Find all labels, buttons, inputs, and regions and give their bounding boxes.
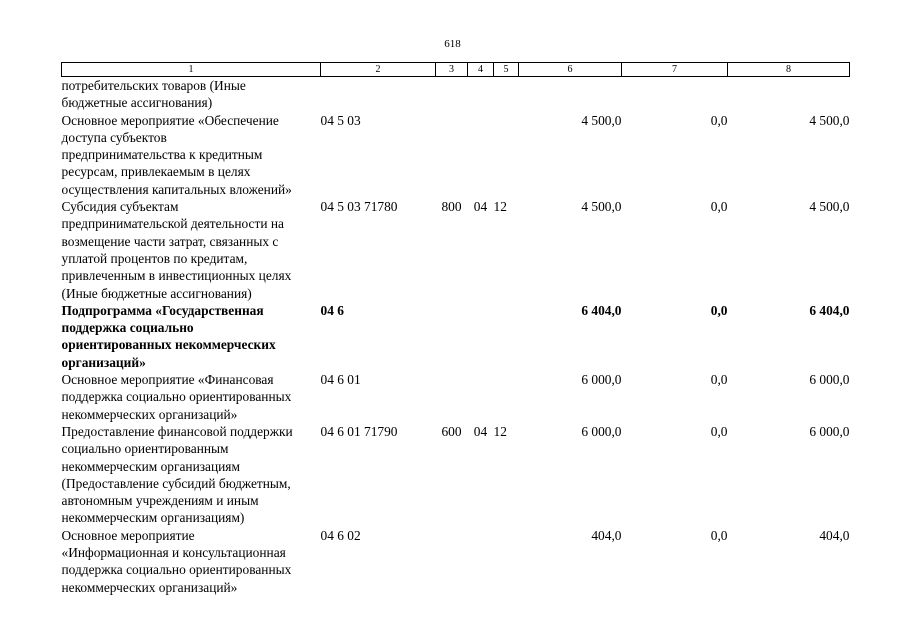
row-col-8: 6 000,0 <box>809 423 850 439</box>
row-col-4 <box>468 112 494 198</box>
row-name <box>62 112 321 198</box>
row-col-6: 6 404,0 <box>581 302 622 318</box>
row-col-8 <box>728 77 850 112</box>
row-name-line: (Предоставление субсидий бюджетным, <box>61 475 291 491</box>
row-name <box>62 77 321 112</box>
row-name <box>62 527 321 596</box>
table-row <box>62 112 850 198</box>
row-col-7: 0,0 <box>710 199 728 215</box>
table-row <box>62 77 850 112</box>
row-name-line: (Иные бюджетные ассигнования) <box>61 285 252 301</box>
row-col-3 <box>436 527 468 596</box>
table-row <box>62 198 850 302</box>
table-row <box>62 302 850 371</box>
row-name-line: потребительских товаров (Иные <box>61 78 246 93</box>
table-row <box>62 527 850 596</box>
row-col-4 <box>468 527 494 596</box>
row-name-line: некоммерческим организациям) <box>61 510 245 526</box>
row-col-7: 0,0 <box>710 112 728 128</box>
row-name-line: доступа субъектов <box>61 129 167 145</box>
row-col-4 <box>468 77 494 112</box>
row-code <box>321 77 436 112</box>
row-col-3 <box>436 371 468 423</box>
row-name-line: возмещение части затрат, связанных с <box>61 233 279 249</box>
row-col-5 <box>494 112 519 198</box>
row-col-4: 04 <box>473 199 488 215</box>
row-col-8: 4 500,0 <box>809 199 850 215</box>
row-name-line: некоммерческих организаций» <box>61 579 238 595</box>
row-name-line: Основное мероприятие «Финансовая <box>61 372 274 388</box>
row-col-5: 12 <box>493 199 507 215</box>
row-col-5 <box>494 77 519 112</box>
row-col-5: 12 <box>493 423 507 439</box>
row-col-7: 0,0 <box>710 302 728 318</box>
row-col-5 <box>494 527 519 596</box>
row-col-7: 0,0 <box>710 372 728 388</box>
row-col-7: 0,0 <box>710 423 728 439</box>
row-col-4: 04 <box>473 423 488 439</box>
row-col-3 <box>436 77 468 112</box>
row-name-line: организаций» <box>61 354 146 370</box>
row-name <box>62 198 321 302</box>
row-name-line: осуществления капитальных вложений» <box>61 181 292 197</box>
row-col-6: 6 000,0 <box>581 372 622 388</box>
row-name-line: «Информационная и консультационная <box>61 545 286 561</box>
row-name-line: поддержка социально <box>61 320 194 336</box>
header-col-3: 3 <box>436 63 468 77</box>
header-row <box>62 63 850 77</box>
row-code: 04 6 <box>320 302 344 318</box>
page-number: 618 <box>444 38 461 50</box>
row-name-line: привлеченным в инвестиционных целях <box>61 268 292 284</box>
row-name-line: социально ориентированным <box>61 441 229 457</box>
row-name-line: предпринимательства к кредитным <box>61 147 263 163</box>
row-col-6 <box>519 77 622 112</box>
row-col-3 <box>436 112 468 198</box>
row-name-line: поддержка социально ориентированных <box>61 389 292 405</box>
row-name-line: Основное мероприятие <box>61 527 195 543</box>
row-code: 04 6 01 71790 <box>320 423 398 439</box>
row-col-8: 6 404,0 <box>809 302 850 318</box>
table-row <box>62 371 850 423</box>
row-code: 04 6 01 <box>320 372 361 388</box>
row-name-line: Подпрограмма «Государственная <box>61 302 264 318</box>
row-col-8: 404,0 <box>819 527 850 543</box>
row-name-line: Предоставление финансовой поддержки <box>61 423 293 439</box>
header-col-8: 8 <box>728 63 850 77</box>
row-name-line: некоммерческих организаций» <box>61 406 238 422</box>
row-col-7: 0,0 <box>710 527 728 543</box>
budget-table <box>61 62 850 596</box>
row-name-line: Субсидия субъектам <box>61 199 179 215</box>
row-col-4 <box>468 371 494 423</box>
row-col-4 <box>468 302 494 371</box>
row-name <box>62 302 321 371</box>
table-row <box>62 423 850 527</box>
row-code: 04 6 02 <box>320 527 361 543</box>
row-name-line: предпринимательской деятельности на <box>61 216 284 232</box>
row-col-6: 6 000,0 <box>581 423 622 439</box>
row-code: 04 5 03 <box>320 112 361 128</box>
header-col-7: 7 <box>622 63 728 77</box>
header-col-1: 1 <box>62 63 321 77</box>
row-name-line: Основное мероприятие «Обеспечение <box>61 112 279 128</box>
row-name-line: поддержка социально ориентированных <box>61 562 292 578</box>
row-name-line: бюджетные ассигнования) <box>61 95 213 111</box>
row-name-line: некоммерческим организациям <box>61 458 240 474</box>
row-col-7 <box>622 77 728 112</box>
row-name-line: автономным учреждениям и иным <box>61 493 259 509</box>
header-col-6: 6 <box>519 63 622 77</box>
row-name-line: уплатой процентов по кредитам, <box>61 250 248 266</box>
row-col-8: 4 500,0 <box>809 112 850 128</box>
row-col-5 <box>494 302 519 371</box>
row-col-6: 404,0 <box>591 527 622 543</box>
row-code: 04 5 03 71780 <box>320 199 398 215</box>
row-col-6: 4 500,0 <box>581 112 622 128</box>
header-col-4: 4 <box>468 63 494 77</box>
header-col-5: 5 <box>494 63 519 77</box>
row-name-line: ресурсам, привлекаемым в целях <box>61 164 251 180</box>
row-name <box>62 371 321 423</box>
row-col-6: 4 500,0 <box>581 199 622 215</box>
row-col-3 <box>436 302 468 371</box>
row-col-3: 600 <box>441 423 462 439</box>
row-col-8: 6 000,0 <box>809 372 850 388</box>
header-col-2: 2 <box>321 63 436 77</box>
row-name <box>62 423 321 527</box>
row-col-3: 800 <box>441 199 462 215</box>
row-name-line: ориентированных некоммерческих <box>61 337 276 353</box>
row-col-5 <box>494 371 519 423</box>
